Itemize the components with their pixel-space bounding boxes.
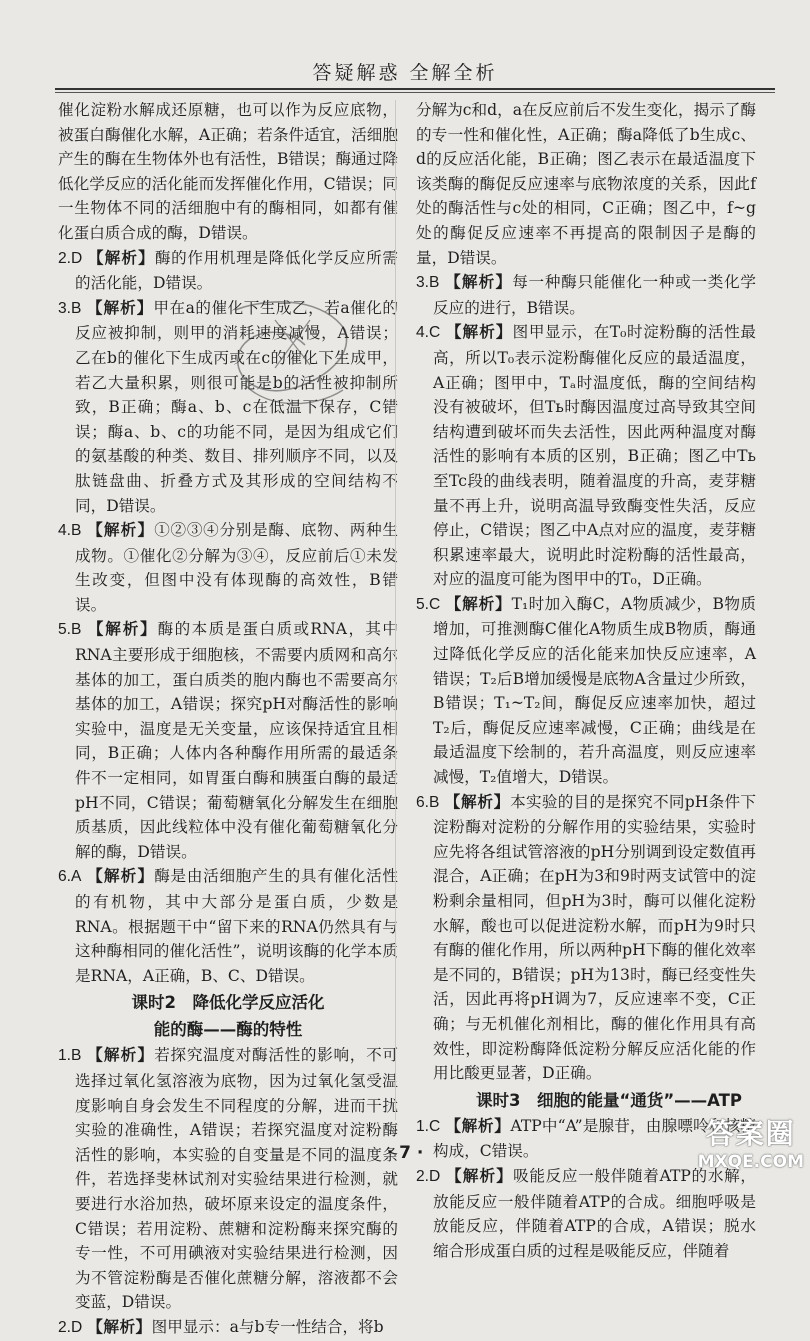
answer-number: 4.C [416, 324, 441, 342]
section-heading: 能的酶——酶的特性 [153, 1020, 303, 1040]
answer-number: 3.B [58, 299, 82, 317]
answer-text: ①②③④分别是酶、底物、两种生成物。①催化②分解为③④，反应前后①未发生改变，但图中没有体现酶的高效性，B错误。 [75, 521, 398, 614]
answer-text: 图甲显示，在T₀时淀粉酶的活性最高，所以T₀表示淀粉酶催化反应的最适温度，A正确；图甲中，Tₐ时温度低，酶的空间结构没有被破坏，但Tь时酶因温度过高导致其空间结构遭到破坏而失去活性，因此两种温度对酶活性的影响有本质的区别，B正确；图乙中Tь至Tc段的曲线表明，随着温度的升高，麦芽糖量不再上升，说明高温导致酶变性失活，反应停止，C错误；图乙中A点对应的温度，麦芽糖积累速率最大，说明此时淀粉酶的活性最高，对应的温度可能为图甲中的T₀，D正确。 [433, 323, 756, 589]
answer-item [58, 246, 398, 296]
answer-item [416, 1164, 756, 1263]
analysis-tag: 【解析】 [87, 1046, 155, 1065]
watermark-url: MXQE.COM [697, 1152, 804, 1172]
answer-number: 4.B [58, 522, 82, 540]
answer-item [416, 320, 756, 592]
answer-number: 5.C [416, 595, 441, 613]
answer-item [58, 1043, 398, 1315]
watermark-logo: 答案圈 [705, 1117, 796, 1150]
answer-text: 催化淀粉水解成还原糖，也可以作为反应底物，被蛋白酶催化水解，A正确；若条件适宜，活细胞产生的酶在生物体外也有活性，B错误；酶通过降低化学反应的活化能而发挥催化作用，C错误；同一生物体不同的活细胞中有的酶相同，如都有催化蛋白质合成的酶，D错误。 [58, 101, 398, 242]
answer-number: 6.A [58, 868, 82, 886]
section-heading: 课时2 降低化学反应活化 [131, 993, 325, 1013]
answer-number: 5.B [58, 621, 82, 639]
answer-number: 1.B [58, 1047, 82, 1065]
analysis-tag: 【解析】 [445, 1166, 514, 1185]
analysis-tag: 【解析】 [445, 594, 512, 613]
answer-text: 吸能反应一般伴随着ATP的水解，放能反应一般伴随着ATP的合成。细胞呼吸是放能反应，伴随着ATP的合成，A错误；脱水缩合形成蛋白质的过程是吸能反应，伴随着 [433, 1166, 756, 1260]
answer-text: 分解为c和d，a在反应前后不发生变化，揭示了酶的专一性和催化性，A正确；酶a降低了b生成c、d的反应活化能，B正确；图乙表示在最适温度下该类酶的酶促反应速率与底物浓度的关系，因此f处的酶活性与c处的相同，C正确；图乙中，f~g处的酶促反应速率不再提高的限制因子是酶的量，D错误。 [416, 101, 756, 267]
analysis-tag: 【解析】 [87, 521, 155, 540]
analysis-tag: 【解析】 [445, 1116, 511, 1135]
right-column [416, 98, 756, 1263]
analysis-tag: 【解析】 [444, 792, 511, 811]
analysis-tag: 【解析】 [445, 273, 513, 292]
header-rule-thin [55, 92, 775, 93]
handwritten-scribble [215, 290, 365, 420]
answer-item [58, 617, 398, 864]
answer-number: 1.C [416, 1117, 441, 1135]
answer-number: 2.D [58, 249, 83, 267]
answer-number: 3.B [416, 274, 440, 292]
answer-text: 图甲显示：a与b专一性结合，将b [151, 1317, 384, 1336]
analysis-tag: 【解析】 [87, 248, 155, 267]
answer-item [58, 1315, 398, 1341]
answer-item [58, 864, 398, 988]
header-rule [55, 88, 775, 90]
answer-text: 本实验的目的是探究不同pH条件下淀粉酶对淀粉的分解作用的实验结果，实验时应先将各组试管溶液的pH分别调到设定数值再混合，A正确；在pH为3和9时两支试管中的淀粉剩余量相同，但pH为3时，酶可以催化淀粉水解，酸也可以促进淀粉水解，而pH为9时只有酶的催化作用，所以两种pH下酶的催化效率是不同的，B错误；pH为13时，酶已经变性失活，因此再将pH调为7，反应速率不变，C正确；与无机催化剂相比，酶的催化作用具有高效性，即淀粉酶降低淀粉分解反应活化能的作用比酸更显著，D正确。 [433, 792, 756, 1083]
answer-text: 甲在a的催化下生成乙，若a催化的反应被抑制，则甲的消耗速度减慢，A错误；乙在b的催化下生成丙或在c的催化下生成甲，若乙大量积累，则很可能是b的活性被抑制所致，B正确；酶a、b、c在低温下保存，C错误；酶a、b、c的功能不同，是因为组成它们的氨基酸的种类、数目、排列顺序不同，以及肽链盘曲、折叠方式及其形成的空间结构不同，D错误。 [75, 298, 398, 515]
answer-item [416, 270, 756, 320]
answer-item [58, 518, 398, 617]
watermark [698, 1112, 804, 1172]
analysis-tag: 【解析】 [86, 298, 154, 317]
column-divider [395, 100, 396, 1120]
answer-text: ATP中“A”是腺苷，由腺嘌呤和核糖构成，C错误。 [433, 1116, 756, 1161]
analysis-tag: 【解析】 [87, 867, 155, 886]
answer-item [416, 592, 756, 790]
analysis-tag: 【解析】 [87, 620, 158, 639]
answer-text: 酶的作用机理是降低化学反应所需的活化能，D错误。 [75, 248, 398, 293]
answer-text: 若探究温度对酶活性的影响，不可选择过氧化氢溶液为底物，因为过氧化氢受温度影响自身会发生不同程度的分解，进而干扰实验的准确性，A错误；若探究温度对淀粉酶活性的影响，本实验的自变量是不同的温度条件，若选择斐林试剂对实验结果进行检测，就要进行水浴加热，破坏原来设定的温度条件，C错误；若用淀粉、蔗糖和淀粉酶来探究酶的专一性，不可用碘液对实验结果进行检测，因为不管淀粉酶是否催化蔗糖分解，溶液都不会变蓝，D错误。 [75, 1046, 398, 1312]
answer-text: 每一种酶只能催化一种或一类化学反应的进行，B错误。 [433, 273, 756, 317]
answer-text: 酶的本质是蛋白质或RNA，其中RNA主要形成于细胞核，不需要内质网和高尔基体的加工，蛋白质类的胞内酶也不需要高尔基体的加工，A错误；探究pH对酶活性的影响实验中，温度是无关变量，应该保持适宜且相同，B正确；人体内各种酶作用所需的最适条件不一定相同，如胃蛋白酶和胰蛋白酶的最适pH不同，C错误；葡萄糖氧化分解发生在细胞质基质，因此线粒体中没有催化葡萄糖氧化分解的酶，D错误。 [75, 620, 398, 861]
page-number: · 7 · [386, 1143, 424, 1163]
page-header: 答疑解惑 全解全析 [312, 62, 498, 84]
answer-item [416, 790, 756, 1086]
answer-number: 6.B [416, 793, 440, 811]
answer-number: 2.D [58, 1318, 83, 1336]
section-heading: 课时3 细胞的能量“通货”——ATP [476, 1090, 743, 1110]
answer-number: 2.D [416, 1167, 441, 1185]
answer-text: T₁时加入酶C，A物质减少，B物质增加，可推测酶C催化A物质生成B物质，酶通过降低化学反应的活化能来加快反应速率，A错误；T₂后B增加缓慢是底物A含量过少所致，B错误；T₁~T₂间，酶促反应速率加快，超过T₂后，酶促反应速率减慢，C正确；曲线是在最适温度下绘制的，若升高温度，则反应速率减慢，T₂值增大，D错误。 [433, 594, 756, 787]
answer-text: 酶是由活细胞产生的具有催化活性的有机物，其中大部分是蛋白质，少数是RNA。根据题干中“留下来的RNA仍然具有与这种酶相同的催化活性”，说明该酶的化学本质是RNA，A正确，B、C、D错误。 [75, 867, 398, 985]
analysis-tag: 【解析】 [87, 1317, 152, 1336]
analysis-tag: 【解析】 [445, 323, 513, 342]
